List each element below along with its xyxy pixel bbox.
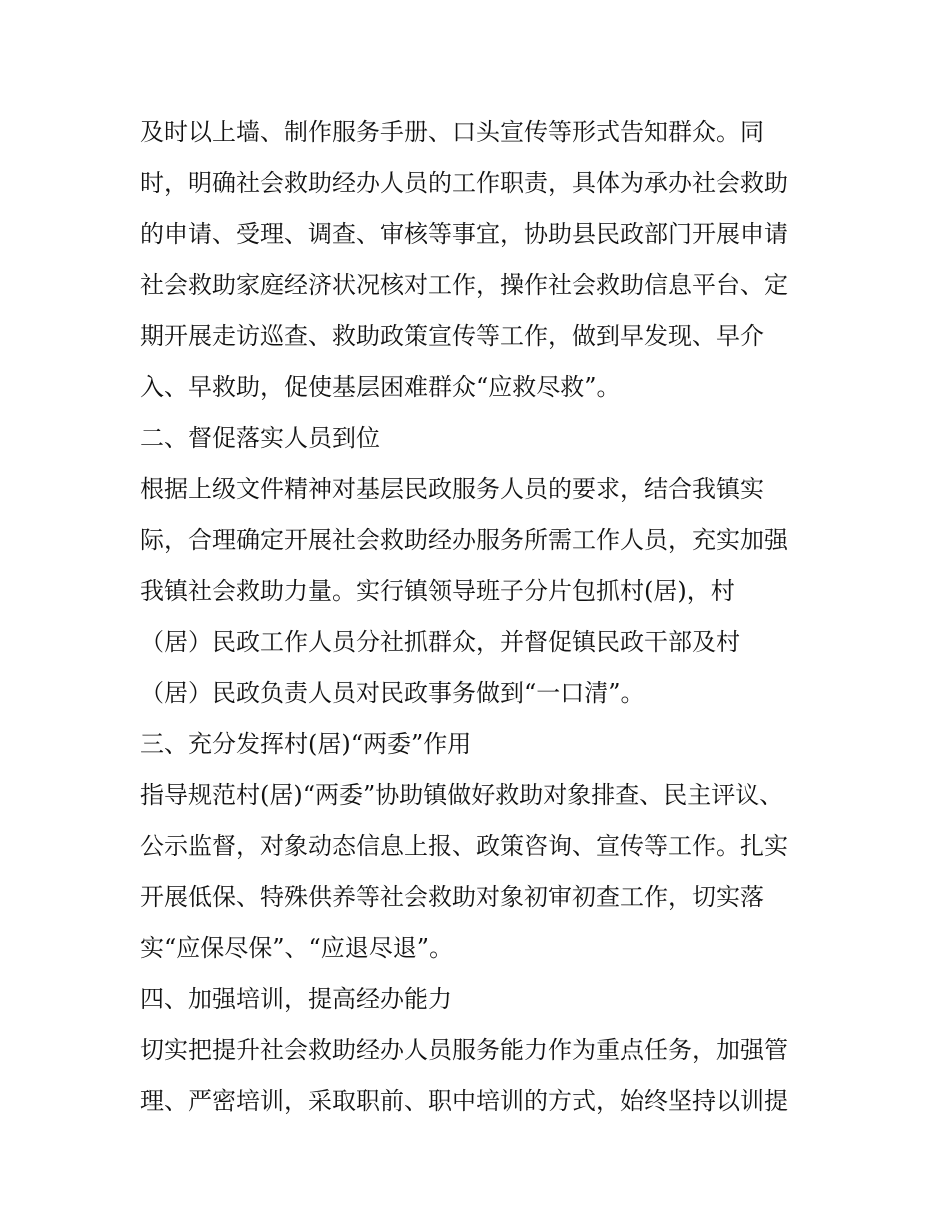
document-body (140, 107, 820, 1127)
paragraph-line: 实“应保尽保”、“应退尽退”。 (140, 934, 454, 962)
section-heading: 四、加强培训，提高经办能力 (140, 985, 452, 1013)
paragraph-line: （居）民政负责人员对民政事务做到“一口清”。 (140, 679, 645, 707)
section-heading: 三、充分发挥村(居)“两委”作用 (140, 730, 472, 758)
paragraph-line: 理、严密培训，采取职前、职中培训的方式，始终坚持以训提 (140, 1087, 788, 1115)
paragraph-line: 入、早救助，促使基层困难群众“应救尽救”。 (140, 373, 621, 401)
paragraph-line: 期开展走访巡查、救助政策宣传等工作，做到早发现、早介 (140, 322, 764, 350)
paragraph-line: （居）民政工作人员分社抓群众，并督促镇民政干部及村 (140, 628, 740, 656)
paragraph-line: 指导规范村(居)“两委”协助镇做好救助对象排查、民主评议、 (140, 781, 784, 809)
paragraph-line: 际，合理确定开展社会救助经办服务所需工作人员，充实加强 (140, 526, 788, 554)
paragraph-line: 开展低保、特殊供养等社会救助对象初审初查工作，切实落 (140, 883, 764, 911)
paragraph-line: 的申请、受理、调查、审核等事宜，协助县民政部门开展申请 (140, 220, 788, 248)
paragraph-line: 时，明确社会救助经办人员的工作职责，具体为承办社会救助 (140, 169, 788, 197)
paragraph-line: 我镇社会救助力量。实行镇领导班子分片包抓村(居)，村 (140, 577, 735, 605)
paragraph-line: 切实把提升社会救助经办人员服务能力作为重点任务，加强管 (140, 1036, 788, 1064)
section-heading: 二、督促落实人员到位 (140, 424, 380, 452)
paragraph-line: 社会救助家庭经济状况核对工作，操作社会救助信息平台、定 (140, 271, 788, 299)
paragraph-line: 及时以上墙、制作服务手册、口头宣传等形式告知群众。同 (140, 118, 764, 146)
paragraph-line: 根据上级文件精神对基层民政服务人员的要求，结合我镇实 (140, 475, 764, 503)
paragraph-line: 公示监督，对象动态信息上报、政策咨询、宣传等工作。扎实 (140, 832, 788, 860)
